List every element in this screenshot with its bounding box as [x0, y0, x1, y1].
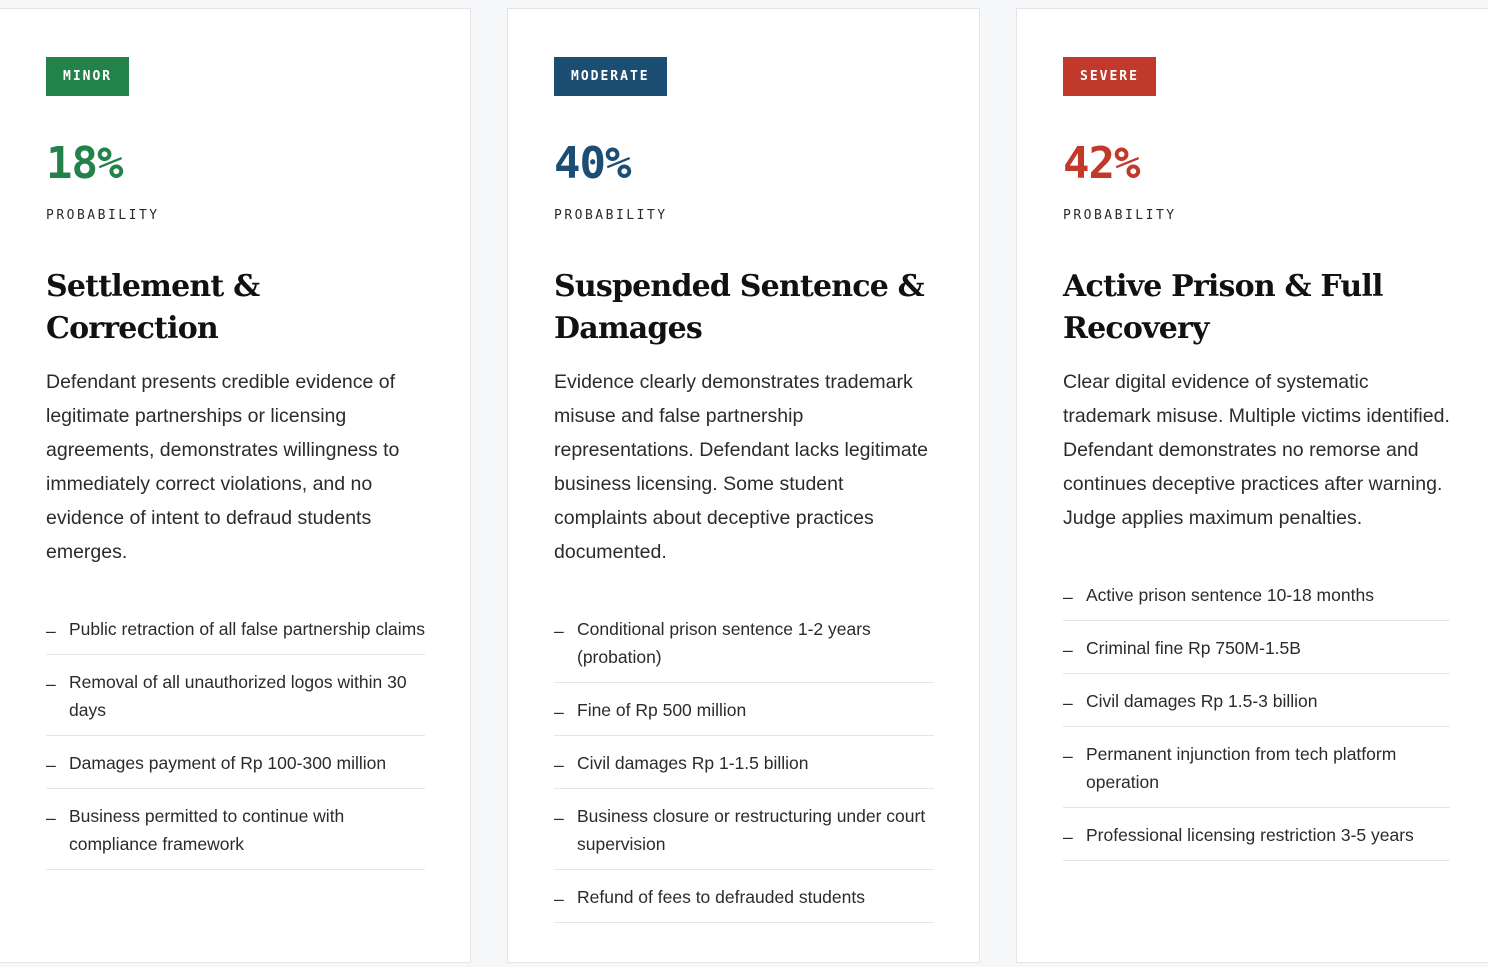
scenario-card-moderate	[507, 8, 980, 963]
severity-badge: MINOR	[46, 57, 129, 96]
outcome-item	[1063, 808, 1450, 861]
outcome-text: Removal of all unauthorized logos within 30 days	[69, 672, 407, 720]
outcome-item	[554, 736, 934, 789]
outcome-text: Civil damages Rp 1.5-3 billion	[1086, 691, 1318, 711]
scenario-title: Active Prison & Full Recovery	[1063, 269, 1383, 346]
outcome-text: Fine of Rp 500 million	[577, 700, 747, 720]
dash-bullet: –	[554, 889, 564, 909]
dash-bullet: –	[1063, 640, 1073, 660]
scenario-title: Settlement & Correction	[46, 269, 260, 346]
scenario-cards	[0, 8, 1488, 963]
outcome-item	[554, 789, 934, 870]
outcome-item	[554, 870, 934, 923]
dash-bullet: –	[46, 755, 56, 775]
scenario-card-minor	[0, 8, 471, 963]
dash-bullet: –	[46, 674, 56, 694]
scenario-description: Evidence clearly demonstrates trademark misuse and false partnership representations. Defendant lacks legitimate business licensing. Some student complaints about deceptive practices documented.	[554, 371, 928, 563]
outcome-text: Refund of fees to defrauded students	[577, 887, 865, 907]
scenario-description: Defendant presents credible evidence of legitimate partnerships or licensing agreements, demonstrates willingness to immediately correct violations, and no evidence of intent to defraud students emerges.	[46, 371, 400, 563]
outcome-item	[46, 605, 425, 655]
outcome-text: Professional licensing restriction 3-5 years	[1086, 825, 1414, 845]
outcome-list	[554, 605, 934, 923]
outcome-text: Active prison sentence 10-18 months	[1086, 585, 1374, 605]
outcome-item	[46, 736, 425, 789]
outcome-list	[1063, 571, 1450, 861]
dash-bullet: –	[46, 808, 56, 828]
dash-bullet: –	[1063, 693, 1073, 713]
dash-bullet: –	[46, 621, 56, 641]
outcome-item	[554, 683, 934, 736]
probability-value: 42%	[1063, 138, 1140, 189]
probability-label: PROBABILITY	[554, 208, 668, 223]
probability-label: PROBABILITY	[1063, 208, 1177, 223]
severity-badge: MODERATE	[554, 57, 667, 96]
outcome-item	[1063, 571, 1450, 621]
dash-bullet: –	[1063, 587, 1073, 607]
outcome-text: Damages payment of Rp 100-300 million	[69, 753, 387, 773]
outcome-text: Business permitted to continue with compliance framework	[69, 806, 345, 854]
outcome-item	[46, 655, 425, 736]
dash-bullet: –	[1063, 746, 1073, 766]
dash-bullet: –	[1063, 827, 1073, 847]
outcome-text: Permanent injunction from tech platform operation	[1086, 744, 1397, 792]
probability-value: 40%	[554, 138, 631, 189]
outcome-item	[1063, 621, 1450, 674]
outcome-text: Business closure or restructuring under court supervision	[577, 806, 926, 854]
dash-bullet: –	[554, 808, 564, 828]
outcome-text: Criminal fine Rp 750M-1.5B	[1086, 638, 1301, 658]
outcome-text: Conditional prison sentence 1-2 years (probation)	[577, 619, 871, 667]
dash-bullet: –	[554, 755, 564, 775]
scenario-title: Suspended Sentence & Damages	[554, 269, 924, 346]
outcome-text: Civil damages Rp 1-1.5 billion	[577, 753, 809, 773]
probability-value: 18%	[46, 138, 123, 189]
dash-bullet: –	[554, 621, 564, 641]
outcome-item	[1063, 727, 1450, 808]
scenario-card-severe	[1016, 8, 1488, 963]
probability-label: PROBABILITY	[46, 208, 160, 223]
scenario-description: Clear digital evidence of systematic trademark misuse. Multiple victims identified. Defendant demonstrates no remorse and continues deceptive practices after warning. Judge applies maximum penalties.	[1063, 371, 1450, 529]
outcome-list	[46, 605, 425, 870]
outcome-item	[1063, 674, 1450, 727]
outcome-item	[46, 789, 425, 870]
outcome-item	[554, 605, 934, 683]
severity-badge: SEVERE	[1063, 57, 1156, 96]
outcome-text: Public retraction of all false partnership claims	[69, 619, 425, 639]
dash-bullet: –	[554, 702, 564, 722]
